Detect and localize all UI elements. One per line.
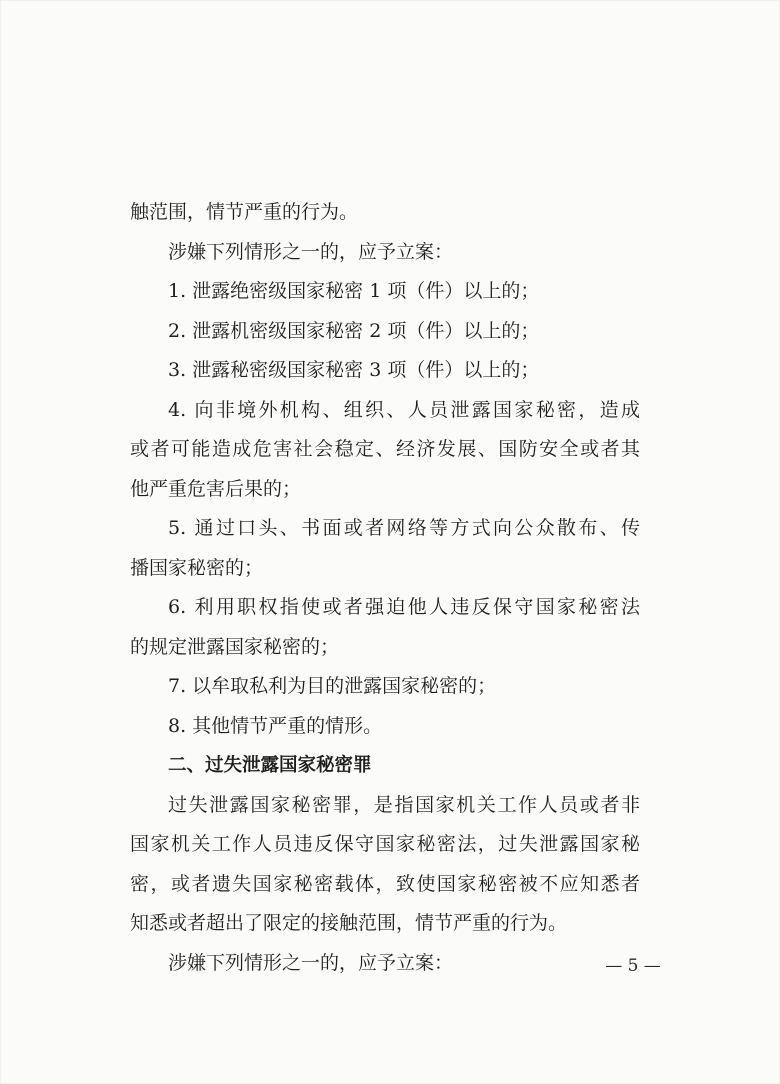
text-line: 7. 以牟取私利为目的泄露国家秘密的；	[168, 675, 497, 697]
page-number: — 5 —	[605, 956, 661, 976]
text-line: 的规定泄露国家秘密的；	[130, 635, 340, 658]
document-body	[130, 193, 640, 983]
text-line: 他严重危害后果的；	[130, 477, 302, 500]
text-line: 或者可能造成危害社会稳定、经济发展、国防安全或者其	[130, 438, 640, 460]
text-line: 3. 泄露秘密级国家秘密 3 项（件）以上的；	[168, 359, 540, 381]
section-heading: 二、过失泄露国家秘密罪	[168, 755, 372, 776]
text-line: 1. 泄露绝密级国家秘密 1 项（件）以上的；	[168, 280, 540, 302]
text-line: 触范围，情节严重的行为。	[130, 201, 359, 223]
text-line: 8. 其他情节严重的情形。	[168, 714, 383, 737]
text-line: 播国家秘密的；	[130, 556, 264, 579]
text-line: 知悉或者超出了限定的接触范围，情节严重的行为。	[130, 912, 568, 934]
text-line: 涉嫌下列情形之一的，应予立案：	[168, 951, 454, 974]
text-line: 国家机关工作人员违反保守国家秘密法，过失泄露国家秘	[130, 833, 640, 855]
text-line: 5. 通过口头、书面或者网络等方式向公众散布、传	[168, 517, 640, 539]
text-line: 密，或者遗失国家秘密载体，致使国家秘密被不应知悉者	[130, 872, 640, 895]
text-line: 6. 利用职权指使或者强迫他人违反保守国家秘密法	[168, 596, 640, 618]
text-line: 涉嫌下列情形之一的，应予立案：	[168, 240, 454, 263]
text-line: 2. 泄露机密级国家秘密 2 项（件）以上的；	[168, 319, 540, 342]
text-line: 4. 向非境外机构、组织、人员泄露国家秘密，造成	[168, 398, 640, 421]
text-line: 过失泄露国家秘密罪，是指国家机关工作人员或者非	[168, 793, 640, 816]
